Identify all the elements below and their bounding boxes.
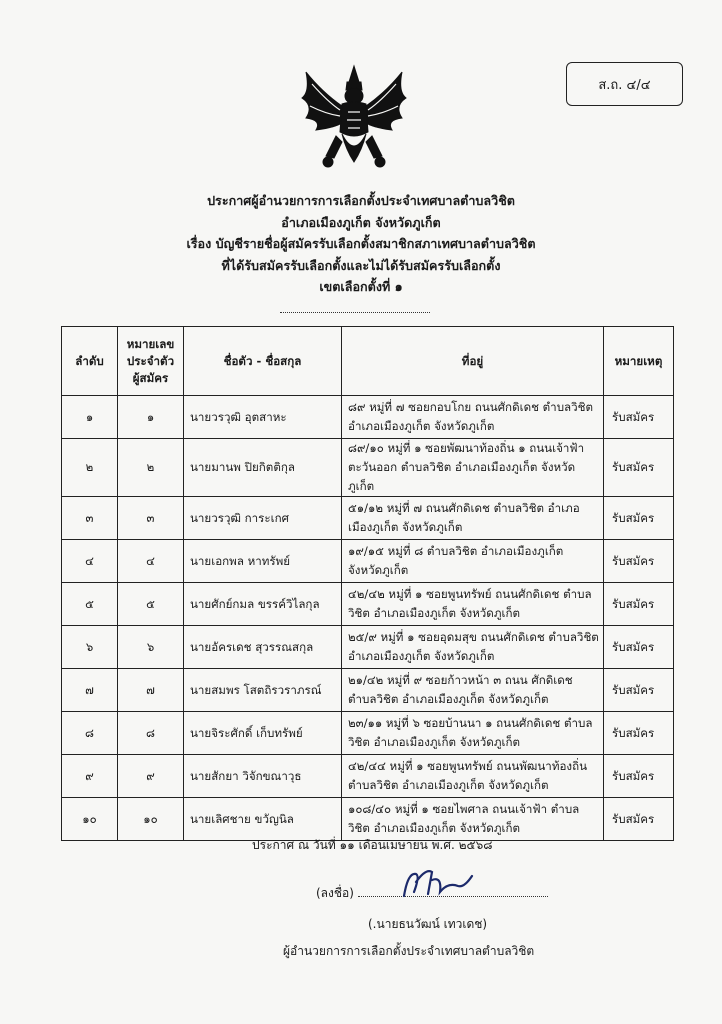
document-code: ส.ถ. ๔/๔: [598, 77, 651, 93]
cell-no: ๑: [62, 396, 118, 439]
cell-note: รับสมัคร: [604, 396, 674, 439]
cell-name: นายเลิศชาย ขวัญนิล: [184, 798, 342, 841]
cell-no: ๕: [62, 583, 118, 626]
col-header-number-line: ประจำตัว: [126, 353, 175, 368]
cell-candidate-number: ๑๐: [118, 798, 184, 841]
cell-candidate-number: ๑: [118, 396, 184, 439]
cell-name: นายศักย์กมล ขรรค์วิไลกุล: [184, 583, 342, 626]
header-line: เขตเลือกตั้งที่ ๑: [319, 279, 403, 294]
cell-no: ๖: [62, 626, 118, 669]
signature-prefix: (ลงชื่อ): [316, 886, 354, 900]
cell-name: นายมานพ ปิยกิตติกุล: [184, 439, 342, 497]
cell-no: ๔: [62, 540, 118, 583]
cell-note: รับสมัคร: [604, 755, 674, 798]
announcement-header: [110, 190, 612, 298]
col-header-note: หมายเหตุ: [604, 327, 674, 396]
cell-candidate-number: ๙: [118, 755, 184, 798]
cell-note: รับสมัคร: [604, 798, 674, 841]
cell-note: รับสมัคร: [604, 497, 674, 540]
col-header-no: ลำดับ: [62, 327, 118, 396]
cell-name: นายวรวุฒิ อุตสาหะ: [184, 396, 342, 439]
cell-name: นายเอกพล หาทรัพย์: [184, 540, 342, 583]
cell-name: นายสักยา วิจักขณาวุธ: [184, 755, 342, 798]
cell-no: ๙: [62, 755, 118, 798]
cell-no: ๘: [62, 712, 118, 755]
col-header-name: ชื่อตัว - ชื่อสกุล: [184, 327, 342, 396]
cell-candidate-number: ๓: [118, 497, 184, 540]
cell-candidate-number: ๘: [118, 712, 184, 755]
document-code-box: [566, 62, 683, 106]
garuda-emblem-icon: [292, 62, 416, 176]
header-line: เรื่อง บัญชีรายชื่อผู้สมัครรับเลือกตั้งสมาชิกสภาเทศบาลตำบลวิชิต: [186, 236, 536, 251]
cell-address: ๔๒/๔๔ หมู่ที่ ๑ ซอยพูนทรัพย์ ถนนพัฒนาท้องถิ่น ตำบลวิชิต อำเภอเมืองภูเก็ต จังหวัดภูเก็ต: [342, 755, 604, 798]
cell-address: ๔๒/๔๒ หมู่ที่ ๑ ซอยพูนทรัพย์ ถนนศักดิเดช ตำบลวิชิต อำเภอเมืองภูเก็ต จังหวัดภูเก็ต: [342, 583, 604, 626]
cell-no: ๓: [62, 497, 118, 540]
header-line: ที่ได้รับสมัครรับเลือกตั้งและไม่ได้รับสมัครรับเลือกตั้ง: [221, 257, 501, 273]
header-divider: [280, 312, 430, 313]
cell-name: นายอัครเดช สุวรรณสกุล: [184, 626, 342, 669]
table-row: [62, 669, 674, 712]
cell-address: ๒๓/๑๑ หมู่ที่ ๖ ซอยบ้านนา ๑ ถนนศักดิเดช ตำบลวิชิต อำเภอเมืองภูเก็ต จังหวัดภูเก็ต: [342, 712, 604, 755]
announcement-date: ประกาศ ณ วันที่ ๑๑ เดือนเมษายน พ.ศ. ๒๕๖๘: [252, 838, 493, 852]
table-header-row: [62, 327, 674, 396]
table-row: [62, 497, 674, 540]
table-row: [62, 755, 674, 798]
cell-address: ๒๕/๙ หมู่ที่ ๑ ซอยอุดมสุข ถนนศักดิเดช ตำบลวิชิต อำเภอเมืองภูเก็ต จังหวัดภูเก็ต: [342, 626, 604, 669]
signer-name: (.นายธนวัฒน์ เทวเดช): [368, 917, 488, 931]
table-row: [62, 583, 674, 626]
table-row: [62, 439, 674, 497]
cell-address: ๑๙/๑๕ หมู่ที่ ๘ ตำบลวิชิต อำเภอเมืองภูเก็ต จังหวัดภูเก็ต: [342, 540, 604, 583]
cell-name: นายจิระศักดิ์ เก็บทรัพย์: [184, 712, 342, 755]
cell-address: ๕๑/๑๒ หมู่ที่ ๗ ถนนศักดิเดช ตำบลวิชิต อำเภอเมืองภูเก็ต จังหวัดภูเก็ต: [342, 497, 604, 540]
cell-no: ๑๐: [62, 798, 118, 841]
table-row: [62, 798, 674, 841]
cell-address: ๑๐๘/๔๐ หมู่ที่ ๑ ซอยไพศาล ถนนเจ้าฟ้า ตำบลวิชิต อำเภอเมืองภูเก็ต จังหวัดภูเก็ต: [342, 798, 604, 841]
header-line: อำเภอเมืองภูเก็ต จังหวัดภูเก็ต: [281, 214, 441, 230]
table-row: [62, 396, 674, 439]
candidate-table: [61, 326, 674, 841]
cell-note: รับสมัคร: [604, 712, 674, 755]
cell-name: นายสมพร โสตถิรวราภรณ์: [184, 669, 342, 712]
cell-candidate-number: ๔: [118, 540, 184, 583]
cell-address: ๘๙ หมู่ที่ ๗ ซอยกอบโกย ถนนศักดิเดช ตำบลวิชิต อำเภอเมืองภูเก็ต จังหวัดภูเก็ต: [342, 396, 604, 439]
cell-note: รับสมัคร: [604, 583, 674, 626]
table-row: [62, 626, 674, 669]
table-row: [62, 540, 674, 583]
cell-candidate-number: ๕: [118, 583, 184, 626]
col-header-number-line: หมายเลข: [126, 336, 175, 351]
cell-note: รับสมัคร: [604, 669, 674, 712]
cell-candidate-number: ๒: [118, 439, 184, 497]
cell-note: รับสมัคร: [604, 439, 674, 497]
signer-title: ผู้อำนวยการการเลือกตั้งประจำเทศบาลตำบลวิชิต: [283, 944, 535, 958]
cell-no: ๗: [62, 669, 118, 712]
col-header-address: ที่อยู่: [342, 327, 604, 396]
cell-candidate-number: ๖: [118, 626, 184, 669]
cell-name: นายวรวุฒิ การะเกศ: [184, 497, 342, 540]
cell-note: รับสมัคร: [604, 540, 674, 583]
cell-candidate-number: ๗: [118, 669, 184, 712]
cell-address: ๘๙/๑๐ หมู่ที่ ๑ ซอยพัฒนาท้องถิ่น ๑ ถนนเจ้าฟ้าตะวันออก ตำบลวิชิต อำเภอเมืองภูเก็ต จังหวัดภูเก็ต: [342, 439, 604, 497]
cell-no: ๒: [62, 439, 118, 497]
cell-note: รับสมัคร: [604, 626, 674, 669]
header-line: ประกาศผู้อำนวยการการเลือกตั้งประจำเทศบาลตำบลวิชิต: [207, 193, 515, 208]
cell-address: ๒๑/๔๒ หมู่ที่ ๙ ซอยก้าวหน้า ๓ ถนน ศักดิเดช ตำบลวิชิต อำเภอเมืองภูเก็ต จังหวัดภูเก็ต: [342, 669, 604, 712]
col-header-number-line: ผู้สมัคร: [132, 370, 169, 385]
handwritten-signature-icon: [398, 862, 478, 902]
table-row: [62, 712, 674, 755]
col-header-number: [118, 327, 184, 396]
